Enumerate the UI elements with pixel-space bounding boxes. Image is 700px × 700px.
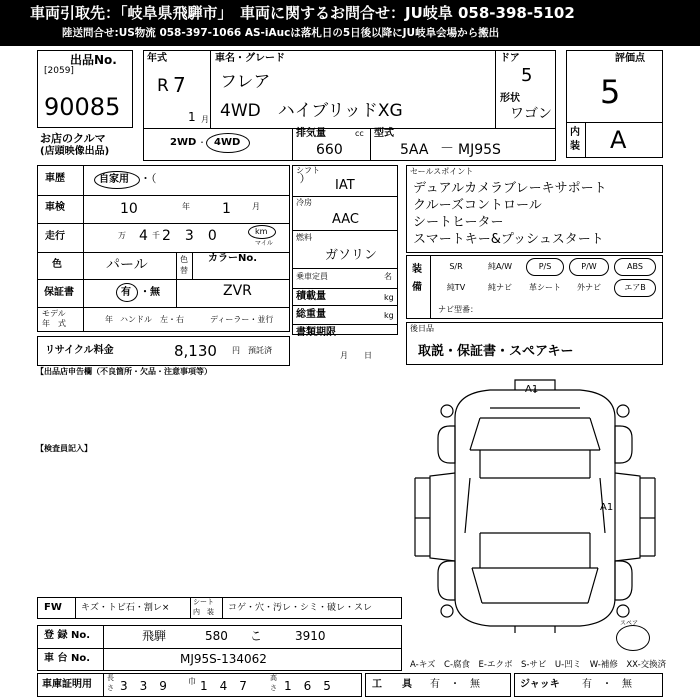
fuel-label: 燃料 [296, 233, 312, 242]
reg-class: 580 [205, 629, 228, 643]
navi-label: ナビ型番： [438, 305, 478, 314]
inspection-year-unit: 年 [182, 202, 190, 211]
sales-item: シートヒーター [413, 215, 504, 230]
equipment-label1: 装 [412, 264, 422, 275]
divider [292, 305, 398, 306]
color-change2: 替 [180, 266, 188, 275]
docs-unit: 月 日 [340, 351, 372, 360]
mileage-digit1: 4 [139, 228, 148, 244]
spare-tire [616, 625, 650, 651]
mileage-digits: 2 3 0 [162, 228, 217, 244]
month-unit: 月 [201, 115, 209, 124]
interior-score: A [610, 126, 627, 154]
color-no: ZVR [223, 283, 252, 299]
divider [292, 268, 398, 269]
divider [292, 288, 398, 289]
divider [37, 223, 290, 224]
weight-unit: kg [384, 311, 394, 320]
displacement: 660 [316, 142, 343, 158]
equipment-label2: 備 [412, 282, 422, 293]
seat-label2: 内 装 [193, 608, 214, 616]
car-name: フレア [220, 72, 271, 92]
divider [190, 597, 191, 619]
chassis-label: 車 台 No. [44, 653, 91, 664]
load-label: 積載量 [296, 291, 326, 302]
divider [37, 279, 290, 280]
warranty-label: 保証書 [44, 287, 74, 298]
fw-text: キズ・トビ石・割レ× [81, 603, 170, 613]
divider [37, 648, 402, 649]
year-label: 年式 [147, 53, 167, 64]
seat-label1: シート [193, 598, 214, 606]
body-type: ワゴン [510, 106, 552, 122]
color-value: パール [106, 257, 148, 273]
drive-4wd: 4WD [214, 137, 241, 148]
inspection-month-unit: 月 [252, 202, 260, 211]
equipment-item: P/S [538, 262, 552, 271]
shift: IAT [335, 178, 355, 193]
equipment-item: 革シート [529, 283, 561, 292]
ac: AAC [332, 212, 359, 227]
name-label: 車名・グレード [215, 53, 285, 64]
sales-item: デュアルカメラブレーキサポート [413, 181, 607, 196]
model-year-label2: 年 式 [42, 319, 66, 328]
chassis-number: MJ95S-134062 [180, 652, 267, 666]
model-suffix: MJ95S [458, 142, 501, 158]
history-label: 車歴 [45, 173, 65, 184]
divider [75, 597, 76, 619]
after-items-label: 後日品 [410, 324, 434, 333]
fw-label: FW [44, 602, 62, 613]
model-dash: － [440, 141, 454, 157]
diagram-mark: A1 [525, 384, 539, 395]
reg-number: 3910 [295, 629, 326, 643]
divider [222, 597, 223, 619]
recycle-unit: 円 [232, 346, 240, 355]
divider [103, 625, 104, 671]
handle: ハンドル 左・右 [120, 315, 184, 324]
history-own: 自家用 [99, 174, 129, 185]
mileage-man: 万 [118, 231, 126, 240]
jack-value: 有 ・ 無 [582, 679, 632, 690]
recycle-amount: 8,130 [174, 342, 217, 360]
model-year-label1: モデル [42, 309, 66, 318]
doors: 5 [521, 65, 533, 86]
color-no-label: カラーNo. [208, 253, 258, 264]
history-paren: ・（ ） [140, 172, 311, 185]
divider [292, 128, 293, 161]
spare-label: スペア [620, 620, 639, 627]
sales-label: セールスポイント [410, 167, 474, 176]
lot-stamp: [2059] [44, 66, 74, 76]
warranty-no: ・無 [140, 287, 160, 298]
lot-number: 90085 [44, 93, 121, 121]
score: 5 [600, 73, 621, 111]
equipment-item: S/R [449, 262, 463, 271]
ac-label: 冷房 [296, 198, 312, 207]
divider [292, 230, 398, 231]
divider [210, 50, 211, 128]
header-line1: 車両引取先：「岐阜県飛騨市」 車両に関するお問合せ：JU岐阜 058-398-5102 [30, 4, 575, 22]
interior-label2: 装 [570, 141, 580, 152]
tools-value: 有 ・ 無 [430, 679, 480, 690]
dealer: ディーラー・並行 [210, 315, 274, 324]
mileage-label: 走行 [45, 231, 65, 242]
door-label: ドア [500, 53, 520, 64]
len-label2: さ [107, 684, 114, 692]
reg-kana: こ [250, 629, 263, 643]
score-label: 評価点 [615, 53, 645, 64]
remarks-label: 【出品店申告欄（不良箇所・欠品・注意事項等） [36, 367, 212, 376]
disp-label: 排気量 [296, 128, 326, 139]
model-prefix: 5AA [400, 142, 429, 158]
tools-label: 工 具 [372, 679, 412, 690]
shop-line2: (店頭映像出品) [40, 146, 110, 157]
car-diagram [410, 378, 660, 633]
drive-2wd: 2WD [170, 137, 197, 148]
cert-label: 車庫証明用 [42, 679, 92, 690]
hgt-label2: さ [270, 684, 277, 692]
inspection-month: 1 [222, 201, 231, 217]
year-era: R [157, 76, 169, 96]
after-items-value: 取説・保証書・スペアキー [418, 344, 574, 359]
interior-label1: 内 [570, 127, 580, 138]
capacity-label: 乗車定員 [296, 272, 328, 281]
color-change1: 色 [180, 255, 188, 264]
capacity-unit: 名 [384, 272, 392, 281]
recycle-deposit: 預託済 [248, 346, 272, 355]
jack-label: ジャッキ [520, 679, 560, 690]
sales-item: クルーズコントロール [413, 198, 542, 213]
damage-legend: A-キズ C-腐食 E-エクボ S-サビ U-凹ミ W-補修 XX-交換済 [410, 660, 667, 670]
equipment-item: エアB [624, 283, 646, 292]
len-label1: 長 [107, 674, 114, 682]
cert-height: 1 6 5 [284, 679, 331, 693]
model-label: 型式 [374, 128, 394, 139]
month-value: 1 [188, 110, 196, 124]
cert-width: 1 4 7 [200, 679, 247, 693]
hgt-label1: 高 [270, 674, 277, 682]
divider [566, 122, 663, 123]
mileage-sen: 千 [152, 231, 160, 240]
equipment-item: 純ナビ [488, 283, 512, 292]
lot-label: 出品No. [70, 53, 117, 67]
divider [176, 252, 177, 307]
divider [103, 673, 104, 697]
mileage-km: km [255, 227, 268, 236]
divider [370, 128, 371, 161]
inspection-year: 10 [120, 201, 138, 217]
header-line2: 陸送問合せ:US物流 058-397-1066 AS-iAucは落札日の5日後以降にJU岐阜会場から搬出 [62, 27, 500, 39]
equipment-item: 純TV [446, 283, 466, 292]
divider [37, 195, 290, 196]
cert-length: 3 3 9 [120, 679, 167, 693]
divider [495, 50, 496, 128]
load-unit: kg [384, 293, 394, 302]
inspector-label: 【検査員記入】 [36, 444, 92, 453]
equipment-item: ABS [627, 262, 643, 271]
recycle-label: リサイクル料金 [45, 345, 114, 356]
reg-area: 飛騨 [142, 629, 167, 643]
divider [192, 252, 193, 279]
color-label: 色 [52, 259, 62, 270]
diagram-mark: A1 [600, 502, 614, 513]
equipment-item: P/W [581, 262, 597, 271]
fuel: ガソリン [325, 248, 378, 263]
cc-label: cc [355, 129, 364, 138]
year-value: 7 [173, 73, 186, 97]
wid-label: 巾 [188, 677, 196, 686]
divider [37, 307, 290, 308]
drive-sep: ・ [198, 138, 206, 147]
inspection-label: 車検 [45, 202, 65, 213]
docs-label: 書類期限 [296, 327, 336, 338]
divider [430, 255, 431, 319]
body-label: 形状 [500, 93, 520, 104]
reg-label: 登 録 No. [44, 630, 91, 641]
shift-label: シフト [296, 166, 320, 175]
seat-text: コゲ・穴・汚レ・シミ・破レ・スレ [228, 603, 373, 613]
divider [585, 122, 586, 158]
car-grade: 4WD ハイブリッドXG [220, 101, 403, 121]
divider [292, 324, 398, 325]
model-year-unit: 年 [105, 315, 113, 324]
equipment-item: 外ナビ [577, 283, 601, 292]
mileage-mile: マイル [255, 240, 273, 247]
weight-label: 総重量 [296, 309, 326, 320]
sales-item: スマートキー&プッシュスタート [413, 232, 604, 247]
divider [292, 196, 398, 197]
divider [143, 128, 556, 129]
equipment-item: 純A/W [487, 262, 513, 271]
warranty-yes: 有 [121, 287, 131, 298]
shop-line1: お店のクルマ [40, 132, 106, 145]
